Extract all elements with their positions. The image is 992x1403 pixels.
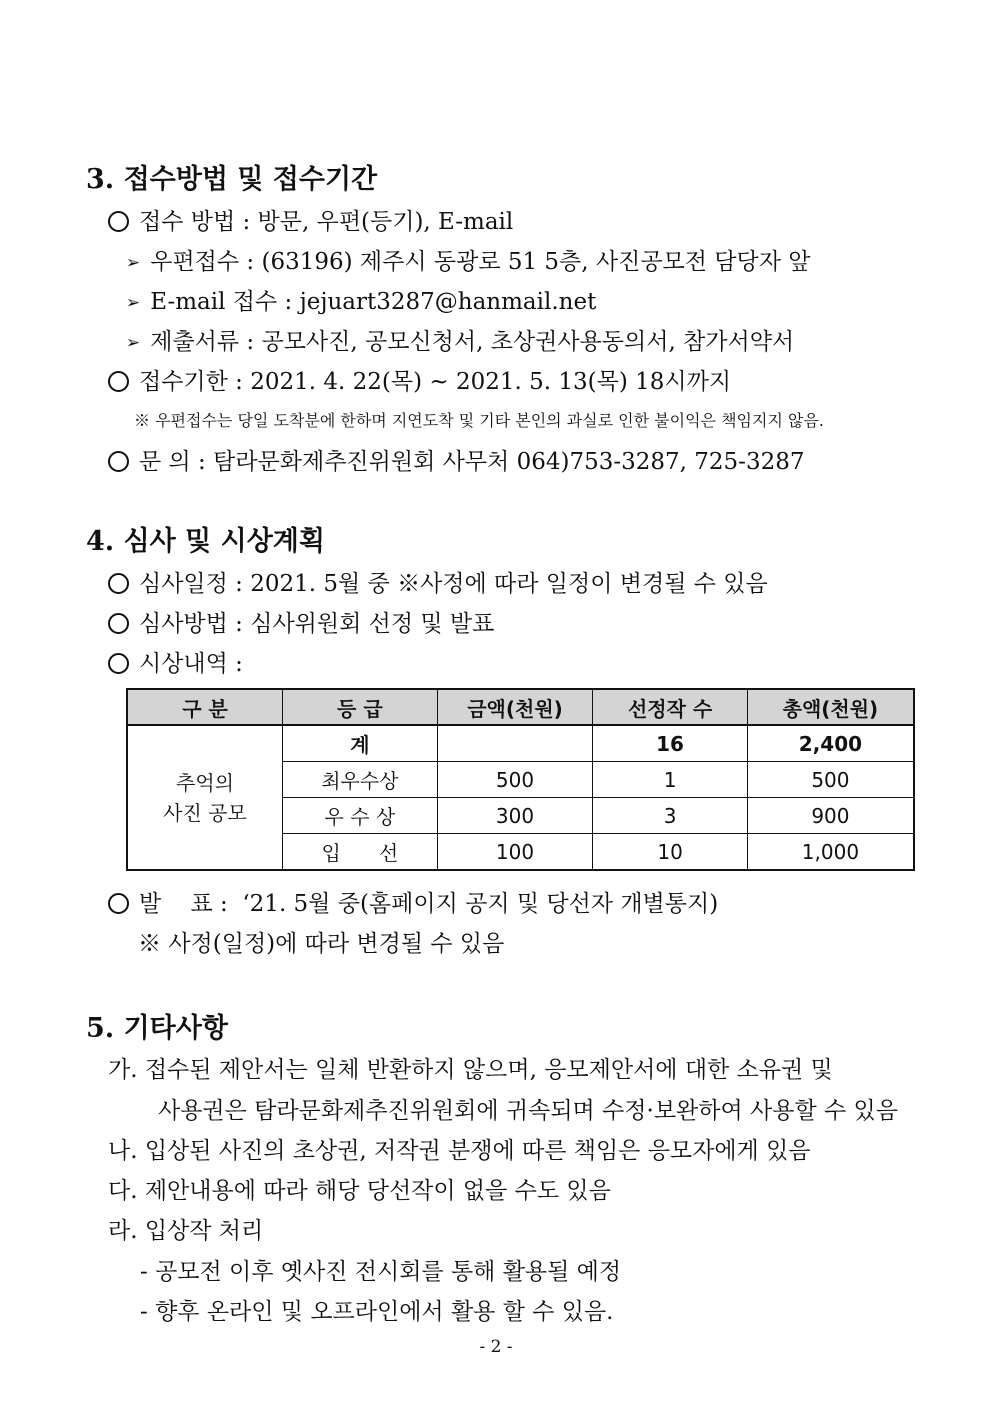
item-ga-line-1: 가. 접수된 제안서는 일체 반환하지 않으며, 응모제안서에 대한 소유권 및 [108, 1057, 833, 1083]
receipt-period-text: 접수기한 : 2021. 4. 22(목) ~ 2021. 5. 13(목) 18시까지 [139, 369, 732, 395]
awards-label-item [108, 645, 243, 678]
count-cell: 16 [593, 725, 748, 762]
post-receipt-note: ※ 우편접수는 당일 도착분에 한하며 지연도착 및 기타 본인의 과실로 인한 불이익은 책임지지 않음. [134, 411, 824, 430]
review-method-text: 심사방법 : 심사위원회 선정 및 발표 [139, 611, 495, 637]
item-ra: 라. 입상작 처리 [108, 1218, 264, 1244]
count-cell: 1 [593, 762, 748, 798]
grade-cell: 입 선 [283, 834, 438, 871]
header-category: 구 분 [127, 689, 283, 725]
receipt-method-item [108, 203, 513, 236]
grade-cell: 계 [283, 725, 438, 762]
announcement-text: 발 표 : ‘21. 5월 중(홈페이지 공지 및 당선자 개별통지) [139, 891, 719, 917]
post-receipt-item [126, 243, 810, 276]
circle-bullet-icon [108, 573, 129, 594]
category-line-2: 사진 공모 [163, 800, 247, 825]
total-cell: 500 [747, 762, 914, 798]
circle-bullet-icon [108, 893, 129, 914]
awards-table-header-row [127, 689, 914, 725]
header-total: 총액(천원) [747, 689, 914, 725]
category-cell [127, 725, 283, 870]
email-receipt-item [126, 283, 596, 316]
amount-cell [437, 725, 593, 762]
item-ra-sub-1: - 공모전 이후 옛사진 전시회를 통해 활용될 예정 [140, 1259, 622, 1285]
header-amount: 금액(천원) [437, 689, 593, 725]
section-5-heading: 5. 기타사항 [86, 1013, 228, 1044]
contact-item [108, 443, 804, 476]
announcement-note: ※ 사정(일정)에 따라 변경될 수 있음 [138, 931, 505, 957]
submission-docs-item [126, 323, 794, 356]
grade-cell: 최우수상 [283, 762, 438, 798]
section-4-heading: 4. 심사 및 시상계획 [86, 526, 325, 557]
receipt-period-item [108, 363, 731, 396]
amount-cell: 300 [437, 798, 593, 834]
amount-cell: 100 [437, 834, 593, 871]
table-row [127, 725, 914, 762]
total-cell: 2,400 [747, 725, 914, 762]
item-na: 나. 입상된 사진의 초상권, 저작권 분쟁에 따른 책임은 응모자에게 있음 [108, 1138, 811, 1164]
total-cell: 1,000 [747, 834, 914, 871]
item-ga-line-2: 사용권은 탐라문화제추진위원회에 귀속되며 수정·보완하여 사용할 수 있음 [158, 1098, 898, 1124]
item-da: 다. 제안내용에 따라 해당 당선작이 없을 수도 있음 [108, 1178, 611, 1204]
circle-bullet-icon [108, 451, 129, 472]
awards-label-text: 시상내역 : [139, 651, 243, 677]
review-method-item [108, 605, 494, 638]
header-grade: 등 급 [283, 689, 438, 725]
contact-text: 문 의 : 탐라문화제추진위원회 사무처 064)753-3287, 725-3287 [139, 449, 805, 475]
amount-cell: 500 [437, 762, 593, 798]
arrow-bullet-icon: ➢ [126, 253, 141, 273]
item-ra-sub-2: - 향후 온라인 및 오프라인에서 활용 할 수 있음. [140, 1299, 614, 1325]
page-number: - 2 - [479, 1337, 513, 1357]
circle-bullet-icon [108, 613, 129, 634]
awards-table [126, 688, 915, 871]
grade-cell: 우 수 상 [283, 798, 438, 834]
circle-bullet-icon [108, 211, 129, 232]
section-3-heading: 3. 접수방법 및 접수기간 [86, 164, 378, 195]
circle-bullet-icon [108, 371, 129, 392]
circle-bullet-icon [108, 653, 129, 674]
review-schedule-item [108, 565, 768, 598]
header-count: 선정작 수 [593, 689, 748, 725]
count-cell: 10 [593, 834, 748, 871]
total-cell: 900 [747, 798, 914, 834]
email-receipt-text: E-mail 접수 : jejuart3287@hanmail.net [150, 289, 597, 315]
category-line-1: 추억의 [176, 770, 234, 795]
announcement-item [108, 885, 718, 918]
arrow-bullet-icon: ➢ [126, 293, 141, 313]
submission-docs-text: 제출서류 : 공모사진, 공모신청서, 초상권사용동의서, 참가서약서 [150, 329, 795, 355]
review-schedule-text: 심사일정 : 2021. 5월 중 ※사정에 따라 일정이 변경될 수 있음 [139, 571, 768, 597]
arrow-bullet-icon: ➢ [126, 333, 141, 353]
receipt-method-text: 접수 방법 : 방문, 우편(등기), E-mail [139, 209, 514, 235]
post-receipt-text: 우편접수 : (63196) 제주시 동광로 51 5층, 사진공모전 담당자 앞 [150, 249, 811, 275]
count-cell: 3 [593, 798, 748, 834]
